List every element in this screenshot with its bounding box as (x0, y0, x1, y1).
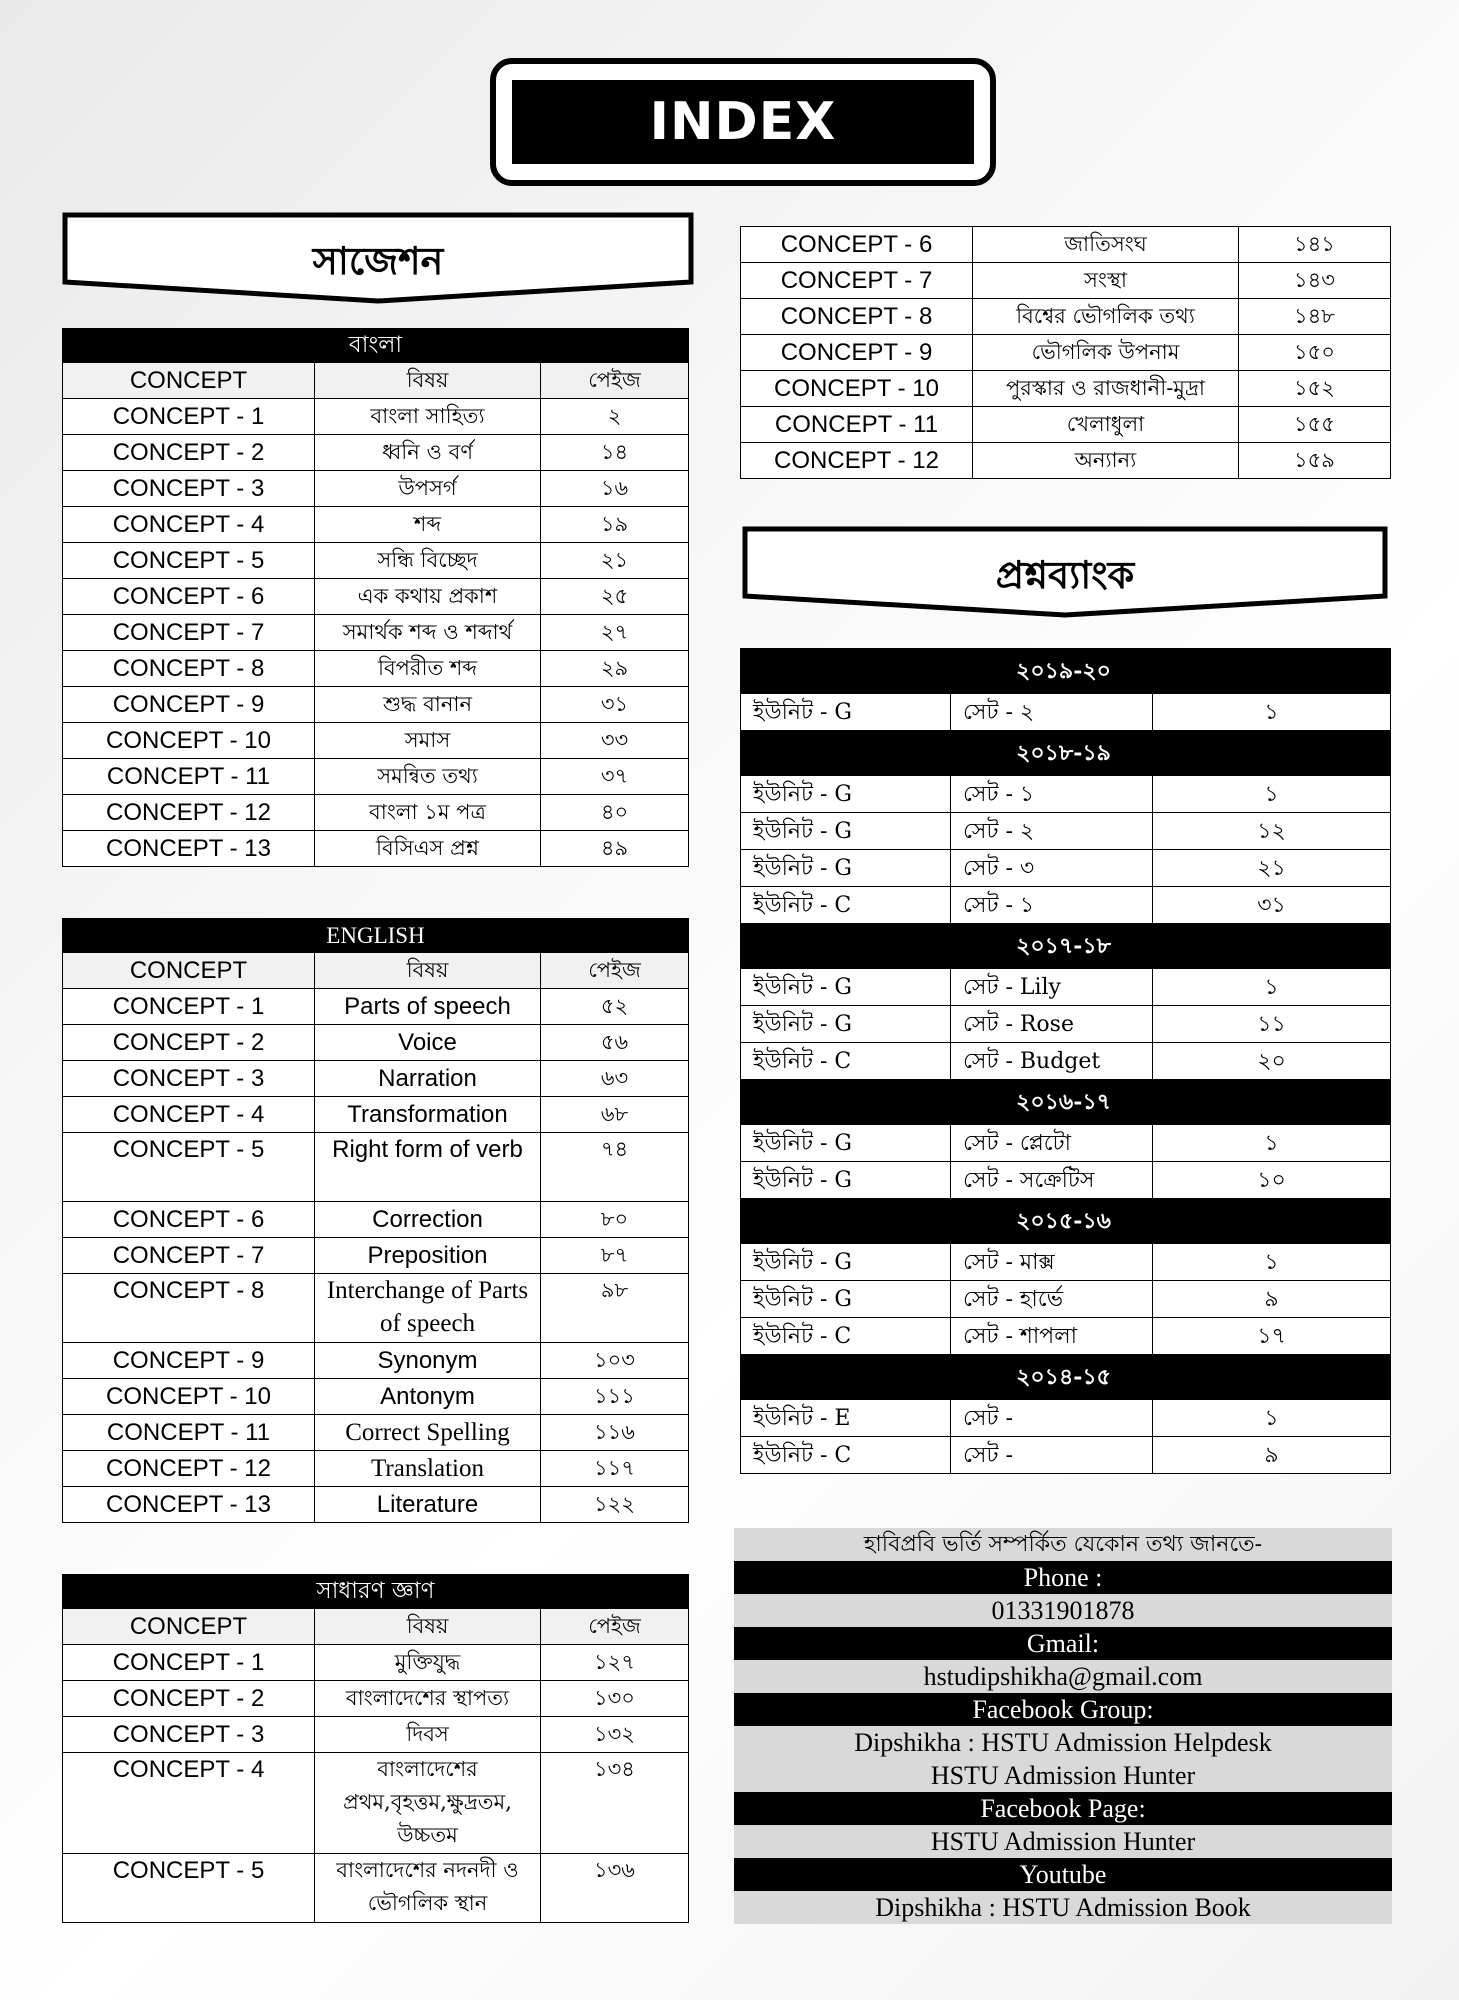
table-row (63, 471, 689, 507)
column-concept: CONCEPT (63, 363, 315, 399)
unit-cell: ইউনিট - C (741, 887, 951, 924)
topic-cell: Literature (315, 1487, 541, 1523)
set-cell: সেট - Lily (951, 969, 1153, 1006)
column-header-row (63, 363, 689, 399)
table-row (63, 1238, 689, 1274)
year-header-row (741, 1080, 1391, 1125)
page-cell: ৮৭ (541, 1238, 689, 1274)
page-cell: ১৩০ (541, 1681, 689, 1717)
set-cell: সেট - ২ (951, 813, 1153, 850)
concept-cell: CONCEPT - 13 (63, 1487, 315, 1523)
page-cell: ২১ (1153, 850, 1391, 887)
topic-cell: জাতিসংঘ (973, 227, 1239, 263)
question-bank-heading: প্রশ্নব্যাংক (995, 552, 1135, 597)
table-row (741, 407, 1391, 443)
topic-cell: ভৌগলিক উপনাম (973, 335, 1239, 371)
page-cell: ১৫০ (1239, 335, 1391, 371)
topic-cell: শুদ্ধ বানান (315, 687, 541, 723)
table-row (63, 1487, 689, 1523)
set-cell: সেট - শাপলা (951, 1318, 1153, 1355)
table-row (63, 435, 689, 471)
concept-cell: CONCEPT - 10 (741, 371, 973, 407)
page-cell: ২০ (1153, 1043, 1391, 1080)
table-row (63, 615, 689, 651)
bank-row (741, 969, 1391, 1006)
facebook-group-2: HSTU Admission Hunter (734, 1759, 1392, 1792)
topic-cell: Antonym (315, 1379, 541, 1415)
page-cell: ১৫৯ (1239, 443, 1391, 479)
bank-row (741, 813, 1391, 850)
page-cell: ৬৮ (541, 1097, 689, 1133)
table-row (63, 1717, 689, 1753)
topic-cell: ধ্বনি ও বর্ণ (315, 435, 541, 471)
topic-cell: অন্যান্য (973, 443, 1239, 479)
page-cell: ২ (541, 399, 689, 435)
topic-cell: Synonym (315, 1343, 541, 1379)
page-title: INDEX (512, 80, 974, 164)
topic-cell: সমন্বিত তথ্য (315, 759, 541, 795)
concept-cell: CONCEPT - 3 (63, 471, 315, 507)
table-row (63, 795, 689, 831)
concept-cell: CONCEPT - 1 (63, 1645, 315, 1681)
concept-cell: CONCEPT - 3 (63, 1061, 315, 1097)
unit-cell: ইউনিট - C (741, 1437, 951, 1474)
topic-cell: পুরস্কার ও রাজধানী-মুদ্রা (973, 371, 1239, 407)
unit-cell: ইউনিট - E (741, 1400, 951, 1437)
bank-row (741, 694, 1391, 731)
topic-cell: Voice (315, 1025, 541, 1061)
concept-cell: CONCEPT - 7 (63, 615, 315, 651)
table-row (63, 579, 689, 615)
page-cell: ৯৮ (541, 1274, 689, 1343)
table-row (741, 263, 1391, 299)
concept-cell: CONCEPT - 6 (63, 1202, 315, 1238)
youtube-label: Youtube (734, 1858, 1392, 1891)
year-header-row (741, 731, 1391, 776)
facebook-page: HSTU Admission Hunter (734, 1825, 1392, 1858)
table-row (741, 371, 1391, 407)
page-cell: ১০ (1153, 1162, 1391, 1199)
bank-row (741, 1318, 1391, 1355)
page-cell: ৯ (1153, 1281, 1391, 1318)
question-bank-table (740, 648, 1391, 1474)
page-cell: ১৬ (541, 471, 689, 507)
concept-cell: CONCEPT - 5 (63, 1854, 315, 1923)
column-page: পেইজ (541, 953, 689, 989)
table-row (63, 1202, 689, 1238)
suggestion-heading: সাজেশন (312, 238, 444, 283)
english-table (62, 918, 689, 1523)
page-cell: ৩১ (541, 687, 689, 723)
page-cell: ১ (1153, 776, 1391, 813)
page-cell: ২১ (541, 543, 689, 579)
year-header-row (741, 1355, 1391, 1400)
section-header: সাধারণ জ্ঞাণ (63, 1575, 689, 1609)
gmail-label: Gmail: (734, 1627, 1392, 1660)
unit-cell: ইউনিট - G (741, 694, 951, 731)
page-cell: ৫২ (541, 989, 689, 1025)
page-cell: ৬৩ (541, 1061, 689, 1097)
table-row (63, 1379, 689, 1415)
concept-cell: CONCEPT - 11 (741, 407, 973, 443)
table-row (63, 543, 689, 579)
table-row (741, 227, 1391, 263)
column-header-row (63, 953, 689, 989)
concept-cell: CONCEPT - 11 (63, 1415, 315, 1451)
set-cell: সেট - ১ (951, 776, 1153, 813)
topic-cell: সমার্থক শব্দ ও শব্দার্থ (315, 615, 541, 651)
table-row (741, 335, 1391, 371)
page-cell: ১৫২ (1239, 371, 1391, 407)
unit-cell: ইউনিট - G (741, 1281, 951, 1318)
page-cell: ৭৪ (541, 1133, 689, 1202)
table-row (63, 723, 689, 759)
facebook-page-label: Facebook Page: (734, 1792, 1392, 1825)
concept-cell: CONCEPT - 10 (63, 1379, 315, 1415)
unit-cell: ইউনিট - C (741, 1043, 951, 1080)
page-cell: ২৯ (541, 651, 689, 687)
concept-cell: CONCEPT - 8 (741, 299, 973, 335)
table-header-row (63, 329, 689, 363)
concept-cell: CONCEPT - 5 (63, 543, 315, 579)
topic-cell: বিসিএস প্রশ্ন (315, 831, 541, 867)
table-row (63, 687, 689, 723)
concept-cell: CONCEPT - 1 (63, 989, 315, 1025)
topic-cell: সন্ধি বিচ্ছেদ (315, 543, 541, 579)
page-cell: ১৩২ (541, 1717, 689, 1753)
set-cell: সেট - ৩ (951, 850, 1153, 887)
concept-cell: CONCEPT - 2 (63, 1681, 315, 1717)
table-row (63, 1451, 689, 1487)
page-cell: ৮০ (541, 1202, 689, 1238)
page-cell: ৩১ (1153, 887, 1391, 924)
topic-cell: বিশ্বের ভৌগলিক তথ্য (973, 299, 1239, 335)
column-topic: বিষয় (315, 1609, 541, 1645)
page-cell: ১০৩ (541, 1343, 689, 1379)
table-row (63, 651, 689, 687)
unit-cell: ইউনিট - G (741, 1162, 951, 1199)
topic-cell: Narration (315, 1061, 541, 1097)
page-cell: ১৪৩ (1239, 263, 1391, 299)
table-row (63, 989, 689, 1025)
page-cell: ১৪৮ (1239, 299, 1391, 335)
phone-number: 01331901878 (734, 1594, 1392, 1627)
concept-cell: CONCEPT - 4 (63, 1097, 315, 1133)
table-row (63, 1274, 689, 1343)
set-cell: সেট - (951, 1400, 1153, 1437)
concept-cell: CONCEPT - 9 (741, 335, 973, 371)
table-row (63, 1025, 689, 1061)
page-cell: ১৩৪ (541, 1753, 689, 1854)
table-header-row (63, 919, 689, 953)
year-header: ২০১৭-১৮ (741, 924, 1391, 969)
set-cell: সেট - Budget (951, 1043, 1153, 1080)
section-header: ENGLISH (63, 919, 689, 953)
table-row (63, 1061, 689, 1097)
year-header: ২০১৮-১৯ (741, 731, 1391, 776)
topic-cell: Translation (315, 1451, 541, 1487)
question-bank-banner (742, 526, 1388, 618)
page-cell: ৩৩ (541, 723, 689, 759)
table-row (63, 1097, 689, 1133)
table-row (741, 443, 1391, 479)
bank-row (741, 850, 1391, 887)
set-cell: সেট - ২ (951, 694, 1153, 731)
concept-cell: CONCEPT - 12 (63, 795, 315, 831)
page-cell: ১২২ (541, 1487, 689, 1523)
year-header: ২০১৯-২০ (741, 649, 1391, 694)
page-cell: ১৫৫ (1239, 407, 1391, 443)
page-cell: ৯ (1153, 1437, 1391, 1474)
unit-cell: ইউনিট - G (741, 969, 951, 1006)
topic-cell: Preposition (315, 1238, 541, 1274)
concept-cell: CONCEPT - 2 (63, 435, 315, 471)
year-header: ২০১৪-১৫ (741, 1355, 1391, 1400)
concept-cell: CONCEPT - 2 (63, 1025, 315, 1061)
topic-cell: Correction (315, 1202, 541, 1238)
section-header: বাংলা (63, 329, 689, 363)
column-concept: CONCEPT (63, 953, 315, 989)
unit-cell: ইউনিট - G (741, 776, 951, 813)
column-topic: বিষয় (315, 363, 541, 399)
topic-cell: Transformation (315, 1097, 541, 1133)
column-concept: CONCEPT (63, 1609, 315, 1645)
topic-cell: Interchange of Parts of speech (315, 1274, 541, 1343)
phone-label: Phone : (734, 1561, 1392, 1594)
unit-cell: ইউনিট - G (741, 813, 951, 850)
year-header: ২০১৬-১৭ (741, 1080, 1391, 1125)
page-cell: ১১১ (541, 1379, 689, 1415)
table-row (63, 507, 689, 543)
concept-cell: CONCEPT - 6 (63, 579, 315, 615)
page-cell: ২৭ (541, 615, 689, 651)
concept-cell: CONCEPT - 8 (63, 1274, 315, 1343)
set-cell: সেট - মাক্স (951, 1244, 1153, 1281)
page-cell: ১২ (1153, 813, 1391, 850)
concept-cell: CONCEPT - 11 (63, 759, 315, 795)
facebook-group-label: Facebook Group: (734, 1693, 1392, 1726)
concept-cell: CONCEPT - 3 (63, 1717, 315, 1753)
topic-cell: সমাস (315, 723, 541, 759)
table-row (63, 1415, 689, 1451)
page-cell: ৪০ (541, 795, 689, 831)
set-cell: সেট - হার্ভে (951, 1281, 1153, 1318)
topic-cell: বাংলা সাহিত্য (315, 399, 541, 435)
topic-cell: মুক্তিযুদ্ধ (315, 1645, 541, 1681)
topic-cell: Parts of speech (315, 989, 541, 1025)
suggestion-banner (62, 212, 694, 304)
column-page: পেইজ (541, 1609, 689, 1645)
page-cell: ১৭ (1153, 1318, 1391, 1355)
gk-table (62, 1574, 689, 1923)
page-cell: ৫৬ (541, 1025, 689, 1061)
table-row (63, 1854, 689, 1923)
page-cell: ১ (1153, 694, 1391, 731)
topic-cell: বাংলাদেশের নদনদী ও ভৌগলিক স্থান (315, 1854, 541, 1923)
page-cell: ২৫ (541, 579, 689, 615)
table-row (63, 399, 689, 435)
topic-cell: এক কথায় প্রকাশ (315, 579, 541, 615)
page-cell: ১২৭ (541, 1645, 689, 1681)
concept-cell: CONCEPT - 9 (63, 687, 315, 723)
bank-row (741, 1006, 1391, 1043)
page-cell: ১১৭ (541, 1451, 689, 1487)
page-cell: ১ (1153, 1244, 1391, 1281)
page-cell: ১৪১ (1239, 227, 1391, 263)
table-row (63, 1645, 689, 1681)
concept-cell: CONCEPT - 7 (63, 1238, 315, 1274)
unit-cell: ইউনিট - C (741, 1318, 951, 1355)
page-cell: ১১ (1153, 1006, 1391, 1043)
unit-cell: ইউনিট - G (741, 1244, 951, 1281)
table-row (63, 1133, 689, 1202)
concept-cell: CONCEPT - 4 (63, 1753, 315, 1854)
table-row (63, 1753, 689, 1854)
concept-cell: CONCEPT - 4 (63, 507, 315, 543)
set-cell: সেট - Rose (951, 1006, 1153, 1043)
index-title-frame (490, 58, 996, 186)
bank-row (741, 887, 1391, 924)
set-cell: সেট - সক্রেটিস (951, 1162, 1153, 1199)
concept-cell: CONCEPT - 6 (741, 227, 973, 263)
page-cell: ১৯ (541, 507, 689, 543)
contact-intro: হাবিপ্রবি ভর্তি সম্পর্কিত যেকোন তথ্য জানতে- (734, 1528, 1392, 1561)
topic-cell: বাংলা ১ম পত্র (315, 795, 541, 831)
concept-cell: CONCEPT - 10 (63, 723, 315, 759)
bank-row (741, 1125, 1391, 1162)
table-row (741, 299, 1391, 335)
unit-cell: ইউনিট - G (741, 850, 951, 887)
topic-cell: বিপরীত শব্দ (315, 651, 541, 687)
table-row (63, 1343, 689, 1379)
column-topic: বিষয় (315, 953, 541, 989)
bank-row (741, 1244, 1391, 1281)
topic-cell: সংস্থা (973, 263, 1239, 299)
page-cell: ১ (1153, 1125, 1391, 1162)
bank-row (741, 1400, 1391, 1437)
table-header-row (63, 1575, 689, 1609)
concept-cell: CONCEPT - 8 (63, 651, 315, 687)
page-cell: ১৪ (541, 435, 689, 471)
concept-cell: CONCEPT - 9 (63, 1343, 315, 1379)
column-page: পেইজ (541, 363, 689, 399)
concept-cell: CONCEPT - 12 (63, 1451, 315, 1487)
bank-row (741, 776, 1391, 813)
bank-row (741, 1043, 1391, 1080)
topic-cell: Right form of verb (315, 1133, 541, 1202)
page-cell: ১১৬ (541, 1415, 689, 1451)
year-header-row (741, 649, 1391, 694)
year-header-row (741, 924, 1391, 969)
set-cell: সেট - প্লেটো (951, 1125, 1153, 1162)
concept-cell: CONCEPT - 13 (63, 831, 315, 867)
topic-cell: শব্দ (315, 507, 541, 543)
page-cell: ১ (1153, 969, 1391, 1006)
topic-cell: বাংলাদেশের স্থাপত্য (315, 1681, 541, 1717)
bangla-table (62, 328, 689, 867)
concept-cell: CONCEPT - 12 (741, 443, 973, 479)
unit-cell: ইউনিট - G (741, 1006, 951, 1043)
year-header: ২০১৫-১৬ (741, 1199, 1391, 1244)
topic-cell: দিবস (315, 1717, 541, 1753)
page-cell: ৩৭ (541, 759, 689, 795)
bank-row (741, 1281, 1391, 1318)
bank-row (741, 1437, 1391, 1474)
concept-cell: CONCEPT - 1 (63, 399, 315, 435)
table-row (63, 759, 689, 795)
topic-cell: Correct Spelling (315, 1415, 541, 1451)
youtube-channel: Dipshikha : HSTU Admission Book (734, 1891, 1392, 1924)
contact-panel (734, 1528, 1392, 1924)
table-row (63, 831, 689, 867)
set-cell: সেট - (951, 1437, 1153, 1474)
concept-cell: CONCEPT - 5 (63, 1133, 315, 1202)
gk-continued-table (740, 226, 1391, 479)
concept-cell: CONCEPT - 7 (741, 263, 973, 299)
page-cell: ১৩৬ (541, 1854, 689, 1923)
year-header-row (741, 1199, 1391, 1244)
topic-cell: খেলাধুলা (973, 407, 1239, 443)
table-row (63, 1681, 689, 1717)
facebook-group-1: Dipshikha : HSTU Admission Helpdesk (734, 1726, 1392, 1759)
column-header-row (63, 1609, 689, 1645)
topic-cell: বাংলাদেশের প্রথম,বৃহত্তম,ক্ষুদ্রতম, উচ্চতম (315, 1753, 541, 1854)
bank-row (741, 1162, 1391, 1199)
unit-cell: ইউনিট - G (741, 1125, 951, 1162)
topic-cell: উপসর্গ (315, 471, 541, 507)
page-cell: ১ (1153, 1400, 1391, 1437)
gmail-address: hstudipshikha@gmail.com (734, 1660, 1392, 1693)
page-cell: ৪৯ (541, 831, 689, 867)
set-cell: সেট - ১ (951, 887, 1153, 924)
